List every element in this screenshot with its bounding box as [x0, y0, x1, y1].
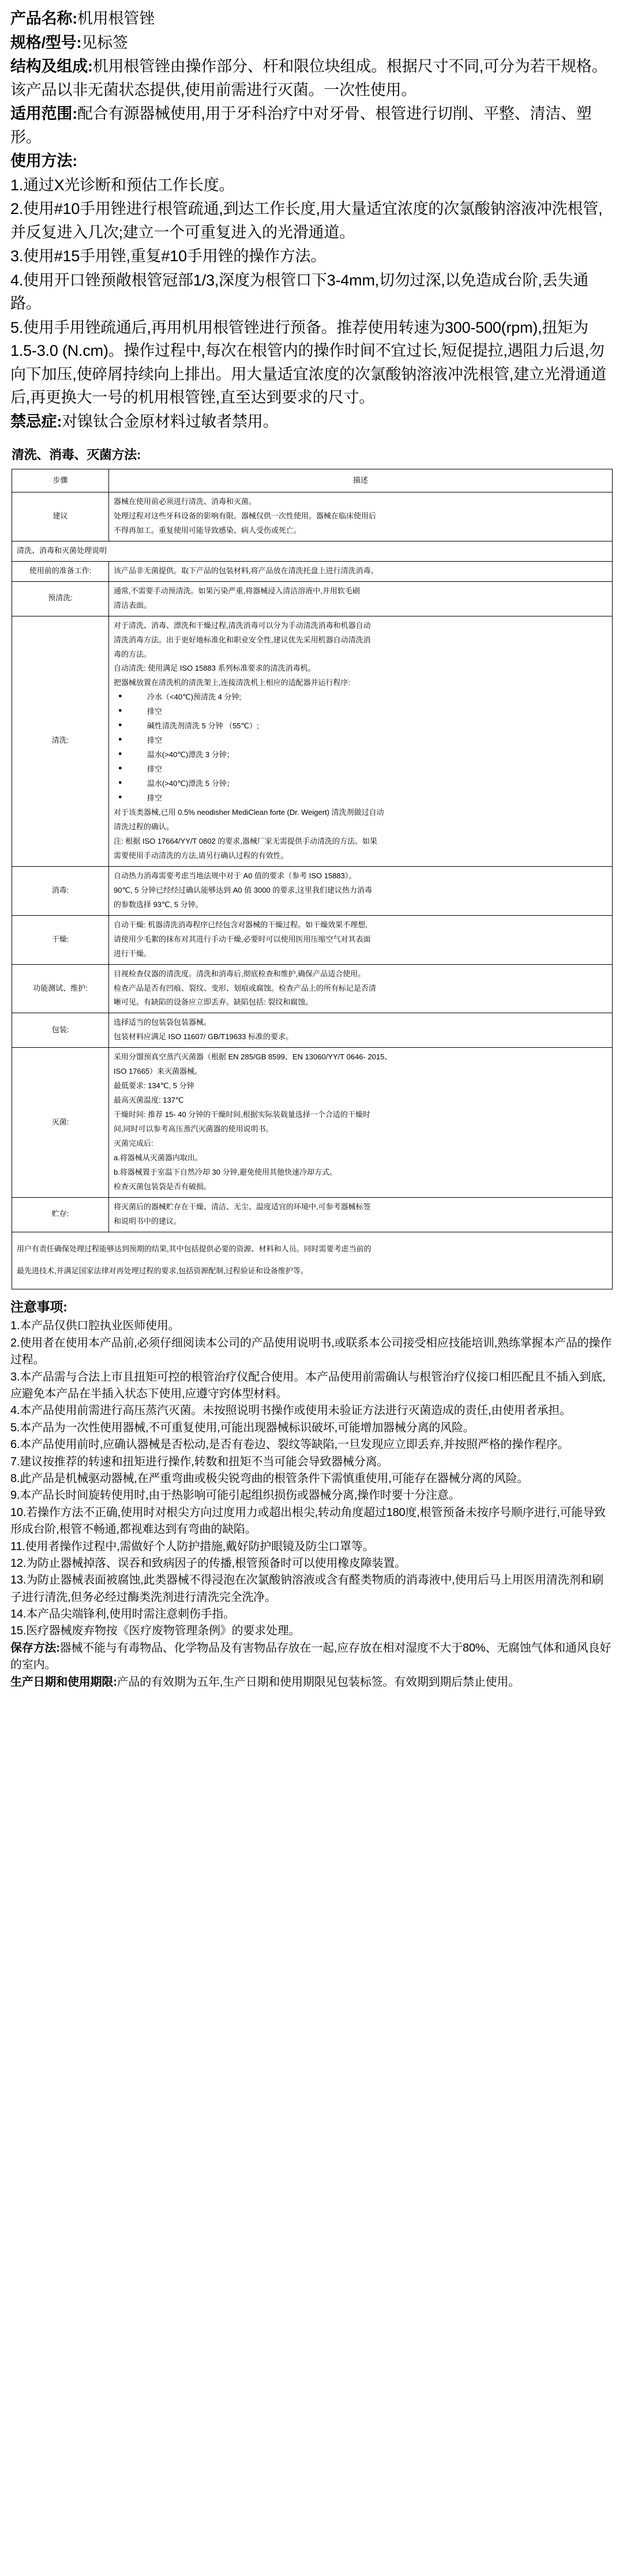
- precaution-item: 7.建议按推荐的转速和扭矩进行操作,转数和扭矩不当可能会导致器械分离。: [10, 1455, 389, 1468]
- desc-line: 清洁表面。: [114, 600, 152, 610]
- desc-line: 包装材料应满足 ISO 11607/ GB/T19633 标准的要求。: [114, 1032, 294, 1041]
- list-item: ● 排空: [114, 791, 607, 806]
- precaution-item: 1.本产品仅供口腔执业医师使用。: [10, 1319, 180, 1333]
- desc-line: b.将器械置于室温下自然冷却 30 分钟,避免使用其他快速冷却方式。: [114, 1167, 337, 1176]
- desc-line: 将灭菌后的器械贮存在干燥、清洁、无尘、温度适宜的环境中,可参考器械标签: [114, 1202, 371, 1211]
- desc-line: 进行干燥。: [114, 949, 152, 958]
- row-description: [109, 581, 613, 616]
- precaution-item: 10.若操作方法不正确,使用时对根尖方向过度用力或超出根尖,转动角度超过180度,根管预备未按序号顺序进行,可能导致形成台阶,根管不畅通,都视难达到有弯曲的缺陷。: [10, 1506, 606, 1536]
- desc-line: 检查灭菌包装袋是否有破损。: [114, 1182, 212, 1191]
- table-footnote-row: [12, 1232, 613, 1289]
- contraindication: [10, 410, 613, 434]
- field-value: 配合有源器械使用,用于牙科治疗中对牙骨、根管进行切削、平整、清洁、塑形。: [10, 105, 592, 146]
- contraindication-value: 对镍钛合金原材料过敏者禁用。: [62, 412, 279, 430]
- usage-heading: 使用方法:: [10, 152, 77, 170]
- contraindication-label: 禁忌症:: [10, 412, 62, 430]
- list-item: ● 温水(>40℃)漂洗 5 分钟；: [114, 777, 607, 791]
- row-description: [109, 1013, 613, 1048]
- usage-item: 3.使用#15手用锉,重复#10手用锉的操作方法。: [10, 247, 326, 265]
- field-scope: [10, 102, 613, 149]
- table-header-row: [12, 469, 613, 492]
- usage-item: 2.使用#10手用锉进行根管疏通,到达工作长度,用大量适宜浓度的次氯酸钠溶液冲洗根管,并反复进入几次;建立一个可重复进入的光滑通道。: [10, 200, 603, 241]
- column-header-step: 步骤: [12, 469, 109, 492]
- precaution-item: 6.本产品使用前时,应确认器械是否松动,是否有卷边、裂纹等缺陷,一旦发现应立即丢弃,并按照严格的操作程序。: [10, 1438, 569, 1451]
- desc-line: 自动干燥: 机器清洗消毒程序已经包含对器械的干燥过程。如干燥效果不理想,: [114, 920, 367, 929]
- row-step-label: 预清洗:: [12, 581, 109, 616]
- row-step-label: 清洗:: [12, 616, 109, 866]
- precaution-item: 8.此产品是机械驱动器械,在严重弯曲或极尖锐弯曲的根管条件下需慎重使用,可能存在器械分离的风险。: [10, 1472, 529, 1485]
- desc-line: 检查产品是否有凹痕、裂纹、变形、划痕或腐蚀。检查产品上的所有标记是否清: [114, 983, 377, 992]
- row-description: [109, 492, 613, 541]
- row-step-label: 包装:: [12, 1013, 109, 1048]
- desc-line: 对于该类器械,已用 0.5% neodisher MediClean forte (Dr. Weigert) 清洗剂做过自动: [114, 808, 384, 817]
- precautions-block: [10, 1298, 613, 1640]
- desc-line: 毒的方法。: [114, 649, 152, 659]
- table-row: [12, 1013, 613, 1048]
- field-label: 结构及组成:: [10, 58, 93, 75]
- row-step-label: 消毒:: [12, 866, 109, 915]
- precaution-item: 4.本产品使用前需进行高压蒸汽灭菌。未按照说明书操作或使用未验证方法进行灭菌造成的责任,由使用者承担。: [10, 1404, 572, 1417]
- table-row: [12, 866, 613, 915]
- desc-line: 最先进技术,并满足国家法律对再处理过程的要求,包括资源配制,过程验证和设备维护等。: [17, 1266, 308, 1275]
- desc-line: 该产品非无菌提供。取下产品的包装材料,将产品放在清洗托盘上进行清洗消毒。: [114, 566, 378, 575]
- row-description: [109, 1197, 613, 1232]
- storage-label: 保存方法:: [10, 1641, 60, 1654]
- desc-line: 最低要求: 134℃, 5 分钟: [114, 1081, 194, 1090]
- desc-line: 器械在使用前必须进行清洗、消毒和灭菌。: [114, 497, 257, 506]
- table-row: [12, 492, 613, 541]
- row-description: [109, 616, 613, 866]
- table-section-row: [12, 541, 613, 561]
- field-structure: [10, 55, 613, 101]
- usage-item: 4.使用开口锉预敞根管冠部1/3,深度为根管口下3-4mm,切勿过深,以免造成台阶,丢失通路。: [10, 271, 589, 312]
- field-label: 适用范围:: [10, 105, 77, 122]
- desc-line: 自动热力消毒需要考虑当地法规中对于 A0 值的要求（参考 ISO 15883）。: [114, 871, 356, 880]
- row-step-label: 建议: [12, 492, 109, 541]
- storage-value: 器械不能与有毒物品、化学物品及有害物品存放在一起,应存放在相对湿度不大于80%、无腐蚀气体和通风良好的室内。: [10, 1641, 611, 1672]
- list-item: ● 排空: [114, 762, 607, 777]
- desc-line: 对于清洗、消毒、漂洗和干燥过程,清洗消毒可以分为手动清洗消毒和机器自动: [114, 621, 371, 630]
- field-value: 见标签: [81, 33, 128, 51]
- table-row: [12, 561, 613, 581]
- field-value: 机用根管锉由操作部分、杆和限位块组成。根据尺寸不同,可分为若干规格。该产品以非无菌状态提供,使用前需进行灭菌。一次性使用。: [10, 58, 607, 99]
- section-banner: 清洗、消毒和灭菌处理说明: [12, 541, 613, 561]
- desc-line: 灭菌完成后:: [114, 1139, 153, 1148]
- desc-line: 90℃, 5 分钟已经经过确认能够达到 A0 值 3000 的要求,这里我们建议热力消毒: [114, 885, 373, 894]
- row-description: [109, 866, 613, 915]
- desc-line: 和说明书中的建议。: [114, 1216, 182, 1225]
- list-item: ● 排空: [114, 705, 607, 719]
- desc-line: 干燥时间: 推荐 15- 40 分钟的干燥时间,根据实际装载量选择一个合适的干燥时: [114, 1110, 370, 1119]
- cleaning-cycle-list: [114, 690, 607, 806]
- list-item: ● 碱性清洗剂清洗 5 分钟 （55℃）;: [114, 719, 607, 734]
- desc-line: 注: 根据 ISO 17664/YY/T 0802 的要求,器械厂家无需提供手动清洗的方法。如果: [114, 836, 378, 845]
- desc-line: 间,同时可以参考高压蒸汽灭菌器的使用说明书。: [114, 1125, 273, 1134]
- row-description: [109, 561, 613, 581]
- desc-line: 的参数选择 93℃, 5 分钟。: [114, 900, 203, 909]
- row-description: [109, 915, 613, 964]
- table-row: [12, 964, 613, 1013]
- desc-line: 不得再加工。重复使用可能导致感染、病人受伤或死亡。: [114, 525, 302, 535]
- tail-block: [10, 1640, 613, 1691]
- reprocessing-table: [12, 469, 613, 1289]
- precaution-item: 5.本产品为一次性使用器械,不可重复使用,可能出现器械标识破坏,可能增加器械分离的风险。: [10, 1421, 475, 1434]
- row-step-label: 灭菌:: [12, 1048, 109, 1198]
- desc-line: a.将器械从灭菌器内取出。: [114, 1153, 202, 1162]
- list-item: ● 排空: [114, 734, 607, 748]
- field-product-name: [10, 7, 613, 31]
- product-info-block: [10, 7, 613, 433]
- desc-line: 采用分馏预真空蒸汽灭菌器（根据 EN 285/GB 8599、EN 13060/YY/T 0646- 2015、: [114, 1052, 392, 1062]
- desc-line: 清洗过程的确认。: [114, 822, 174, 831]
- desc-line: 把器械放置在清洗机的清洗架上,连接清洗机上相应的适配器并运行程序:: [114, 678, 351, 687]
- usage-item: 5.使用手用锉疏通后,再用机用根管锉进行预备。推荐使用转速为300-500(rpm),扭矩为1.5-3.0 (N.cm)。操作过程中,每次在根管内的操作时间不宜过长,短促提拉,遇阻力后退,勿向下加压,使碎屑持续向上排出。用大量适宜浓度的次氯酸钠溶液冲洗根管,建立光滑通道后,再更换大一号的机用根管锉,直至达到要求的尺寸。: [10, 318, 607, 406]
- field-model: [10, 31, 613, 55]
- expiry-info: [10, 1674, 613, 1691]
- desc-line: 需要使用手动清洗的方法,请另行确认过程的有效性。: [114, 851, 288, 860]
- row-step-label: 贮存:: [12, 1197, 109, 1232]
- precautions-heading: 注意事项:: [10, 1299, 67, 1314]
- desc-line: 用户有责任确保处理过程能够达到预期的结果,其中包括提供必要的资源、材料和人员。同时需要考虑当前的: [17, 1244, 371, 1253]
- row-step-label: 干燥:: [12, 915, 109, 964]
- precaution-item: 3.本产品需与合法上市且扭矩可控的根管治疗仪配合使用。本产品使用前需确认与根管治疗仪接口相匹配且不插入到底,应避免本产品在半插入状态下使用,应遵守窍体型材料。: [10, 1370, 606, 1401]
- list-item: ● 温水(>40℃)漂洗 3 分钟；: [114, 748, 607, 762]
- table-row: [12, 616, 613, 866]
- desc-line: 选择适当的包装袋包装器械。: [114, 1018, 212, 1027]
- list-item: ● 冷水（<40℃)预清洗 4 分钟;: [114, 690, 607, 705]
- desc-line: 请使用少毛絮的抹布对其进行手动干燥,必要时可以使用医用压缩空气对其表面: [114, 934, 371, 943]
- desc-line: 处理过程对这些牙科设备的影响有限。器械仅供一次性使用。器械在临床使用后: [114, 511, 377, 520]
- field-value: 机用根管锉: [77, 10, 155, 27]
- precaution-item: 14.本产品尖端锋利,使用时需注意刺伤手指。: [10, 1608, 235, 1621]
- desc-line: ISO 17665）来灭菌器械。: [114, 1067, 202, 1076]
- desc-line: 目视检查仪器的清洗度。清洗和消毒后,彻底检查和维护,确保产品适合使用。: [114, 969, 366, 978]
- precaution-item: 2.使用者在使用本产品前,必须仔细阅读本公司的产品使用说明书,或联系本公司接受相应技能培训,熟练掌握本产品的操作过程。: [10, 1336, 612, 1367]
- row-description: [109, 1048, 613, 1198]
- precaution-item: 9.本产品长时间旋转使用时,由于热影响可能引起组织损伤或器械分离,操作时要十分注意。: [10, 1489, 460, 1502]
- desc-line: 清洗消毒方法。出于更好地标准化和职业安全性,建议优先采用机器自动清洗消: [114, 635, 371, 644]
- table-row: [12, 581, 613, 616]
- field-label: 规格/型号:: [10, 33, 82, 51]
- precaution-item: 11.使用者操作过程中,需做好个人防护措施,戴好防护眼镜及防尘口罩等。: [10, 1540, 374, 1553]
- reprocessing-title: 清洗、消毒、灭菌方法:: [12, 447, 141, 462]
- row-description: [109, 964, 613, 1013]
- row-step-label: 功能测试、维护:: [12, 964, 109, 1013]
- usage-item: 1.通过X光诊断和预估工作长度。: [10, 176, 235, 194]
- column-header-description: 描述: [109, 469, 613, 492]
- row-step-label: 使用前的准备工作:: [12, 561, 109, 581]
- storage-method: [10, 1640, 613, 1674]
- desc-line: 自动清洗: 使用满足 ISO 15883 系列标准要求的清洗消毒机。: [114, 664, 316, 673]
- table-row: [12, 915, 613, 964]
- precaution-item: 13.为防止器械表面被腐蚀,此类器械不得浸泡在次氯酸钠溶液或含有醛类物质的消毒液中,使用后马上用医用清洗剂和刷子进行清洗,但务必经过酶类洗剂进行清洗完全洗净。: [10, 1574, 603, 1604]
- desc-line: 最高灭菌温度: 137℃: [114, 1096, 184, 1105]
- field-label: 产品名称:: [10, 10, 77, 27]
- desc-line: 晰可见。有缺陷的设备应立即丢弃。缺陷包括: 裂纹和腐蚀。: [114, 998, 313, 1007]
- table-row: [12, 1048, 613, 1198]
- expiry-value: 产品的有效期为五年,生产日期和使用期限见包装标签。有效期到期后禁止使用。: [117, 1675, 520, 1688]
- desc-line: 通常,不需要手动预清洗。如果污染严重,将器械浸入清洁溶液中,并用软毛刷: [114, 586, 360, 595]
- table-footnote: [12, 1232, 613, 1289]
- table-row: [12, 1197, 613, 1232]
- precaution-item: 15.医疗器械废弃物按《医疗废物管理条例》的要求处理。: [10, 1624, 301, 1638]
- expiry-label: 生产日期和使用期限:: [10, 1675, 117, 1688]
- precaution-item: 12.为防止器械掉落、误吞和致病因子的传播,根管预备时可以使用橡皮障装置。: [10, 1556, 406, 1570]
